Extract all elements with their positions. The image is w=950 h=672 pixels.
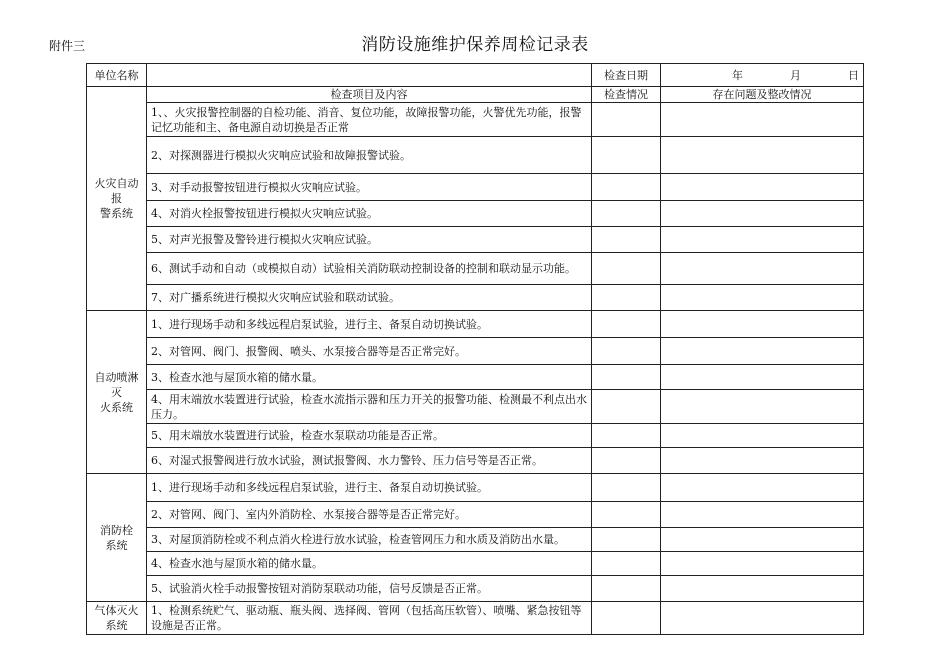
check-item-row <box>87 552 864 576</box>
check-item-row <box>87 338 864 365</box>
check-item-text: 3、检查水池与屋顶水箱的储水量。 <box>147 365 592 390</box>
check-item-text: 3、对屋顶消防栓或不利点消火栓进行放水试验，检查管网压力和水质及消防出水量。 <box>147 528 592 552</box>
issues-cell[interactable] <box>661 253 864 285</box>
system-name-line: 火灾自动 <box>94 177 139 190</box>
issues-cell[interactable] <box>661 576 864 602</box>
date-day-label: 日 <box>848 68 859 82</box>
check-date-label: 检查日期 <box>592 64 661 87</box>
system-name-line: 报 <box>111 192 122 205</box>
column-header-row <box>87 87 864 103</box>
system-name-line: 气体灭火 <box>94 604 139 617</box>
date-year-label: 年 <box>732 68 743 82</box>
check-item-row <box>87 528 864 552</box>
check-item-row <box>87 253 864 285</box>
system-name-cell <box>87 602 147 635</box>
check-item-text: 6、对湿式报警阀进行放水试验，测试报警阀、水力警铃、压力信号等是否正常。 <box>147 448 592 474</box>
check-item-row <box>87 201 864 227</box>
check-status-cell[interactable] <box>592 137 661 174</box>
system-name-line: 系统 <box>105 538 128 552</box>
check-status-cell[interactable] <box>592 311 661 338</box>
issues-cell[interactable] <box>661 285 864 311</box>
issues-cell[interactable] <box>661 474 864 502</box>
annex-label: 附件三 <box>49 39 86 53</box>
issues-cell[interactable] <box>661 227 864 253</box>
system-name-line: 火系统 <box>100 400 133 414</box>
system-name-line: 灭 <box>111 385 122 399</box>
check-item-row <box>87 474 864 502</box>
unit-row <box>87 64 864 87</box>
check-item-row <box>87 390 864 424</box>
check-status-cell[interactable] <box>592 365 661 390</box>
check-item-text: 1、、火灾报警控制器的自检功能、消音、复位功能，故障报警功能，火警优先功能，报警记忆功能和主、备电源自动切换是否正常 <box>147 103 592 137</box>
check-item-row <box>87 502 864 528</box>
issues-cell[interactable] <box>661 201 864 227</box>
issues-cell[interactable] <box>661 390 864 424</box>
check-status-cell[interactable] <box>592 602 661 635</box>
check-status-cell[interactable] <box>592 338 661 365</box>
issues-cell[interactable] <box>661 338 864 365</box>
check-item-row <box>87 602 864 635</box>
check-item-row <box>87 448 864 474</box>
inspection-form-table <box>86 63 864 635</box>
check-item-text: 4、用末端放水装置进行试验，检查水流指示器和压力开关的报警功能、检测最不利点出水压力。 <box>147 390 592 424</box>
check-status-cell[interactable] <box>592 103 661 137</box>
issues-cell[interactable] <box>661 424 864 448</box>
col-items-header: 检查项目及内容 <box>147 87 592 103</box>
check-item-text: 1、进行现场手动和多线远程启泵试验，进行主、备泵自动切换试验。 <box>147 311 592 338</box>
check-item-row <box>87 137 864 174</box>
check-item-text: 4、对消火栓报警按钮进行模拟火灾响应试验。 <box>147 201 592 227</box>
issues-cell[interactable] <box>661 137 864 174</box>
check-item-row <box>87 311 864 338</box>
date-month-label: 月 <box>790 68 801 82</box>
issues-cell[interactable] <box>661 602 864 635</box>
check-status-cell[interactable] <box>592 474 661 502</box>
issues-cell[interactable] <box>661 174 864 201</box>
issues-cell[interactable] <box>661 103 864 137</box>
system-name-line: 系统 <box>105 619 128 632</box>
issues-cell[interactable] <box>661 552 864 576</box>
check-status-cell[interactable] <box>592 253 661 285</box>
check-item-row <box>87 174 864 201</box>
check-status-cell[interactable] <box>592 552 661 576</box>
check-item-text: 4、检查水池与屋顶水箱的储水量。 <box>147 552 592 576</box>
check-status-cell[interactable] <box>592 174 661 201</box>
col-issues-header: 存在问题及整改情况 <box>661 87 864 103</box>
system-name-line: 警系统 <box>100 207 133 220</box>
unit-name-label: 单位名称 <box>87 64 147 87</box>
system-name-cell <box>87 311 147 474</box>
check-item-text: 3、对手动报警按钮进行模拟火灾响应试验。 <box>147 174 592 201</box>
issues-cell[interactable] <box>661 448 864 474</box>
system-name-cell <box>87 87 147 311</box>
check-status-cell[interactable] <box>592 528 661 552</box>
check-status-cell[interactable] <box>592 576 661 602</box>
check-status-cell[interactable] <box>592 390 661 424</box>
check-item-row <box>87 103 864 137</box>
check-status-cell[interactable] <box>592 227 661 253</box>
check-item-text: 6、测试手动和自动（或模拟自动）试验相关消防联动控制设备的控制和联动显示功能。 <box>147 253 592 285</box>
issues-cell[interactable] <box>661 528 864 552</box>
unit-name-value[interactable] <box>147 64 592 87</box>
issues-cell[interactable] <box>661 311 864 338</box>
check-status-cell[interactable] <box>592 201 661 227</box>
check-item-text: 2、对探测器进行模拟火灾响应试验和故障报警试验。 <box>147 137 592 174</box>
col-status-header: 检查情况 <box>592 87 661 103</box>
check-item-text: 2、对管网、阀门、室内外消防栓、水泵接合器等是否正常完好。 <box>147 502 592 528</box>
check-status-cell[interactable] <box>592 502 661 528</box>
check-item-text: 7、对广播系统进行模拟火灾响应试验和联动试验。 <box>147 285 592 311</box>
page-title: 消防设施维护保养周检记录表 <box>361 35 589 55</box>
system-name-line: 消防栓 <box>100 523 133 537</box>
system-name-cell <box>87 474 147 602</box>
check-item-text: 5、对声光报警及警铃进行模拟火灾响应试验。 <box>147 227 592 253</box>
check-status-cell[interactable] <box>592 448 661 474</box>
check-item-row <box>87 285 864 311</box>
check-item-text: 1、检测系统贮气、驱动瓶、瓶头阀、选择阀、管网（包括高压软管）、喷嘴、紧急按钮等设施是否正常。 <box>147 602 592 635</box>
check-item-row <box>87 576 864 602</box>
check-item-text: 1、进行现场手动和多线远程启泵试验，进行主、备泵自动切换试验。 <box>147 474 592 502</box>
check-item-text: 5、用末端放水装置进行试验，检查水泵联动功能是否正常。 <box>147 424 592 448</box>
check-date-value[interactable] <box>661 64 864 87</box>
check-status-cell[interactable] <box>592 424 661 448</box>
issues-cell[interactable] <box>661 502 864 528</box>
check-item-row <box>87 424 864 448</box>
issues-cell[interactable] <box>661 365 864 390</box>
check-item-text: 2、对管网、阀门、报警阀、喷头、水泵接合器等是否正常完好。 <box>147 338 592 365</box>
system-name-line: 自动喷淋 <box>94 370 139 384</box>
check-item-text: 5、试验消火栓手动报警按钮对消防泵联动功能，信号反馈是否正常。 <box>147 576 592 602</box>
check-status-cell[interactable] <box>592 285 661 311</box>
check-item-row <box>87 365 864 390</box>
check-item-row <box>87 227 864 253</box>
